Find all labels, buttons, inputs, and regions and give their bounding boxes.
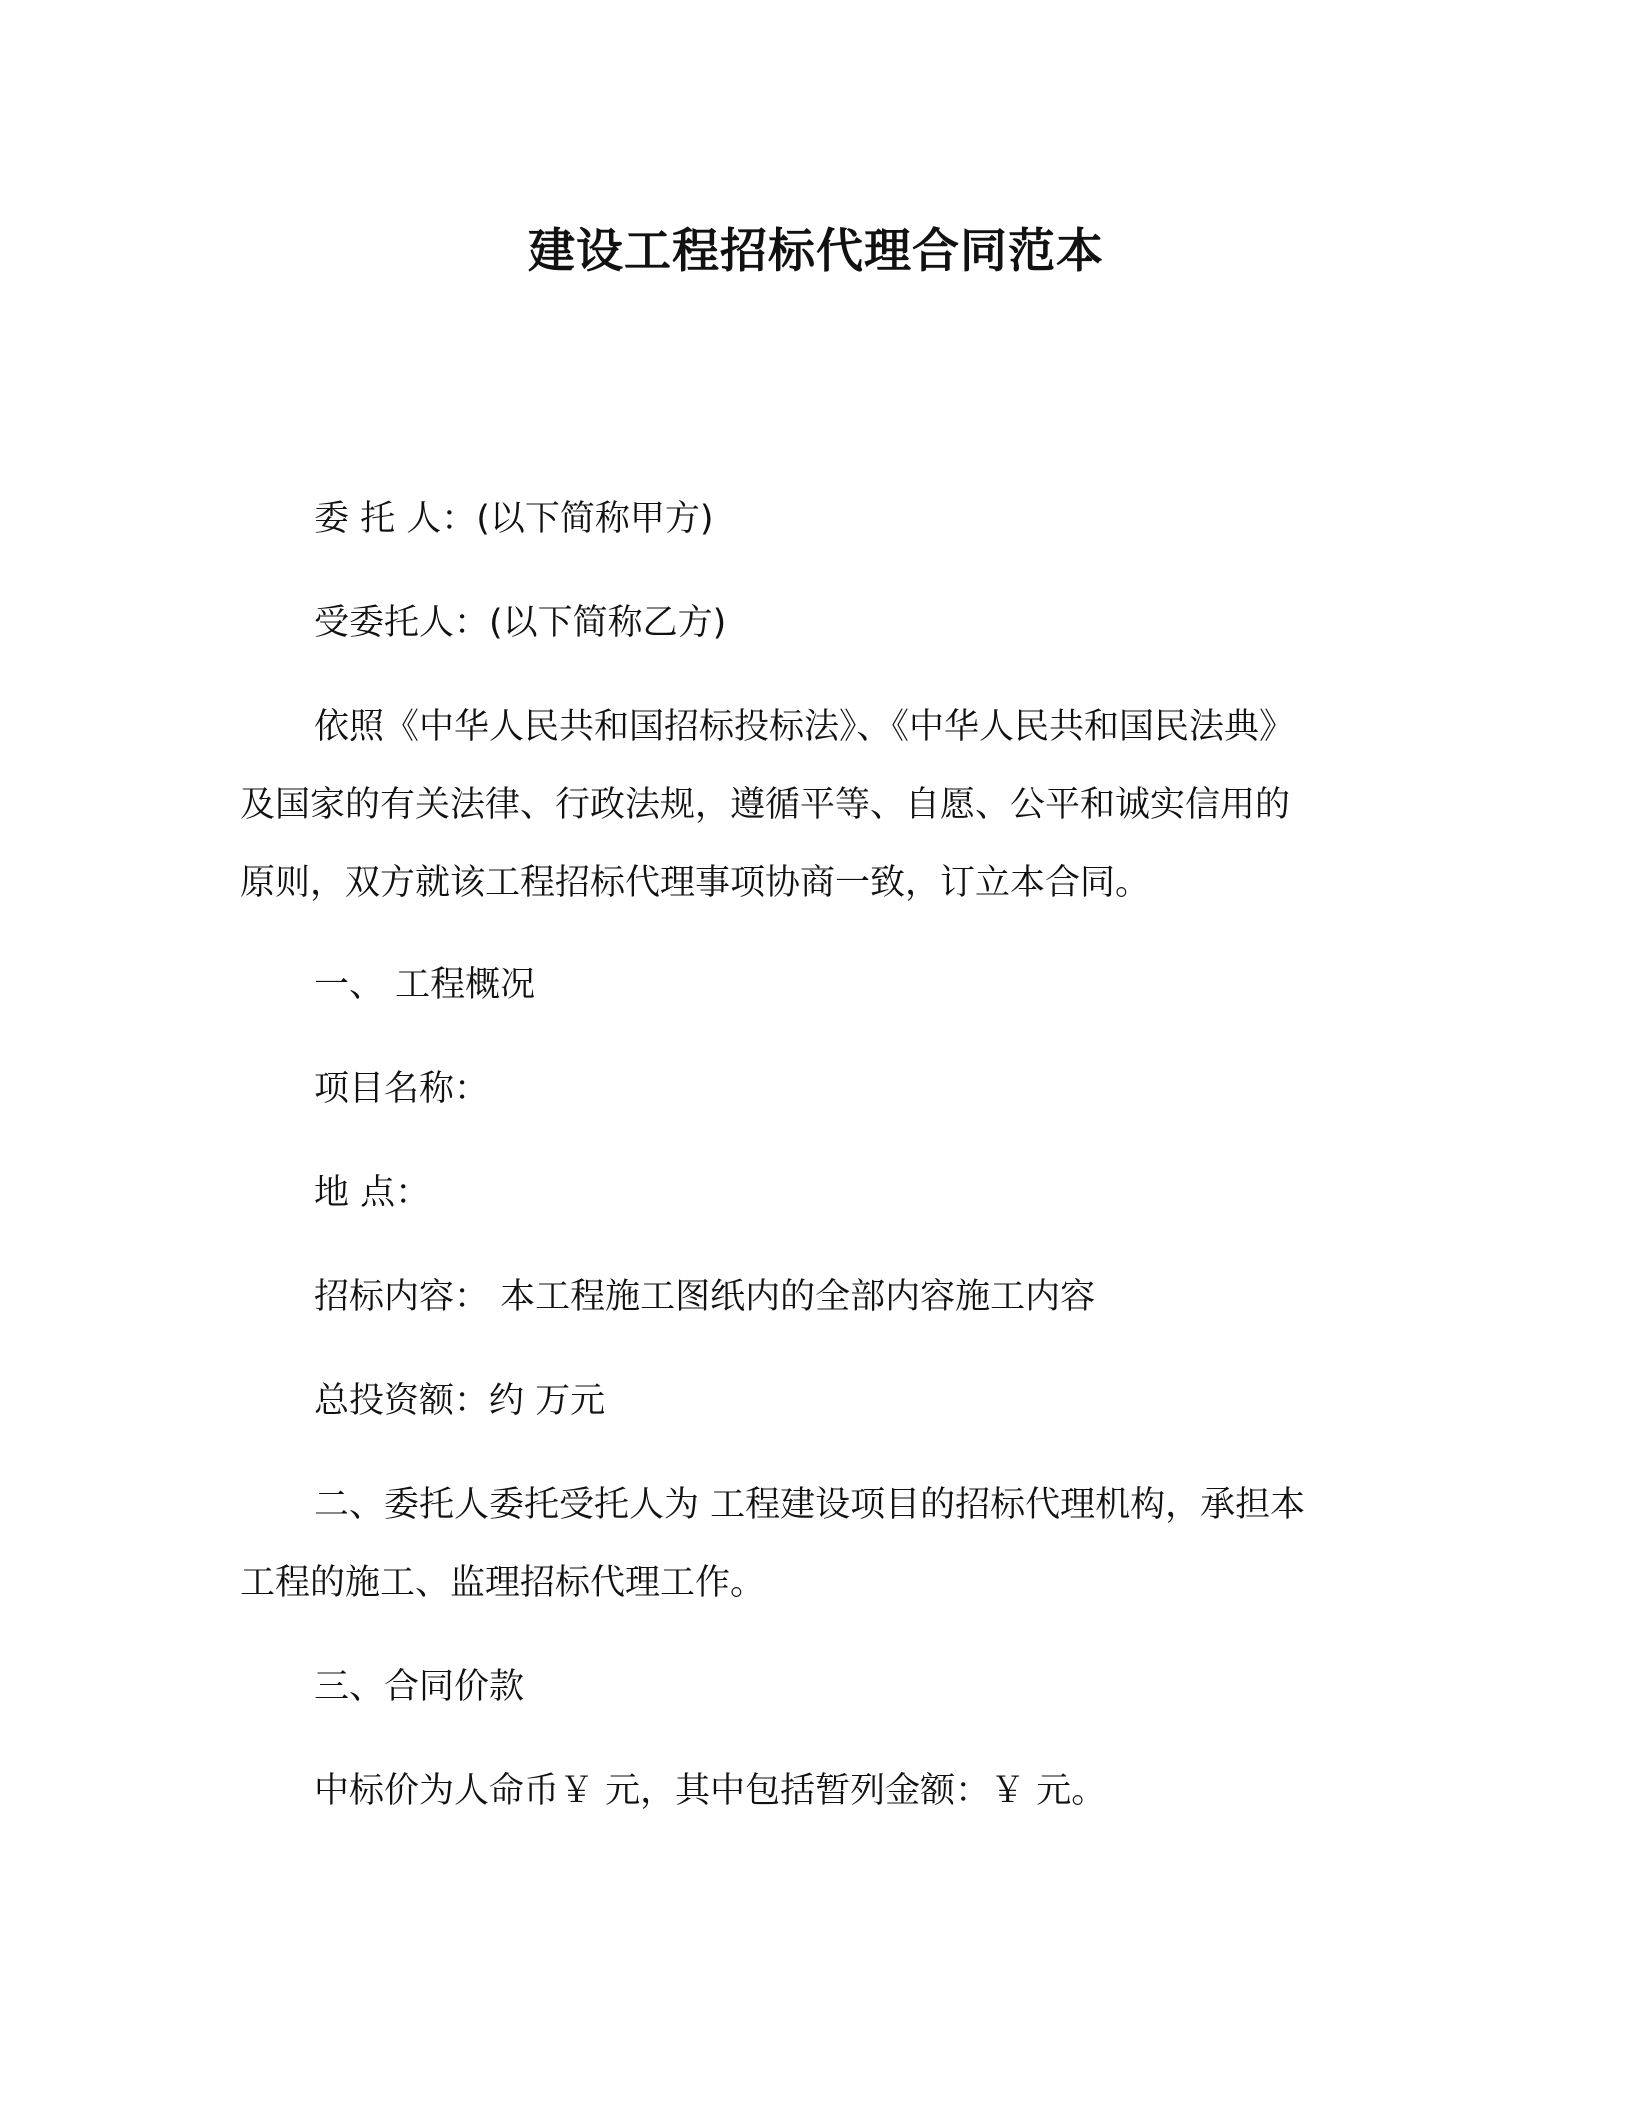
basis-line-2: 及国家的有关法律、行政法规，遵循平等、自愿、公平和诚实信用的 <box>240 785 1291 825</box>
section-heading-1: 一、 工程概况 <box>314 965 536 1005</box>
section-2-line-2: 工程的施工、监理招标代理工作。 <box>240 1563 766 1603</box>
bid-content-line: 招标内容： 本工程施工图纸内的全部内容施工内容 <box>314 1277 1096 1317</box>
document-title: 建设工程招标代理合同范本 <box>528 224 1104 279</box>
principal-line: 委 托 人：(以下简称甲方) <box>314 499 714 539</box>
basis-line-1: 依照《中华人民共和国招标投标法》、《中华人民共和国民法典》 <box>314 707 1295 747</box>
basis-line-3: 原则，双方就该工程招标代理事项协商一致，订立本合同。 <box>240 863 1151 903</box>
agent-line: 受委托人：(以下简称乙方) <box>314 603 727 643</box>
total-investment-line: 总投资额：约 万元 <box>314 1381 606 1421</box>
contract-price-line: 中标价为人命币￥ 元，其中包括暂列金额：￥ 元。 <box>314 1771 1107 1811</box>
location-line: 地 点： <box>314 1173 431 1213</box>
project-name-line: 项目名称： <box>314 1069 490 1109</box>
section-2-line-1: 二、委托人委托受托人为 工程建设项目的招标代理机构，承担本 <box>314 1485 1306 1525</box>
section-heading-3: 三、合同价款 <box>314 1667 525 1707</box>
